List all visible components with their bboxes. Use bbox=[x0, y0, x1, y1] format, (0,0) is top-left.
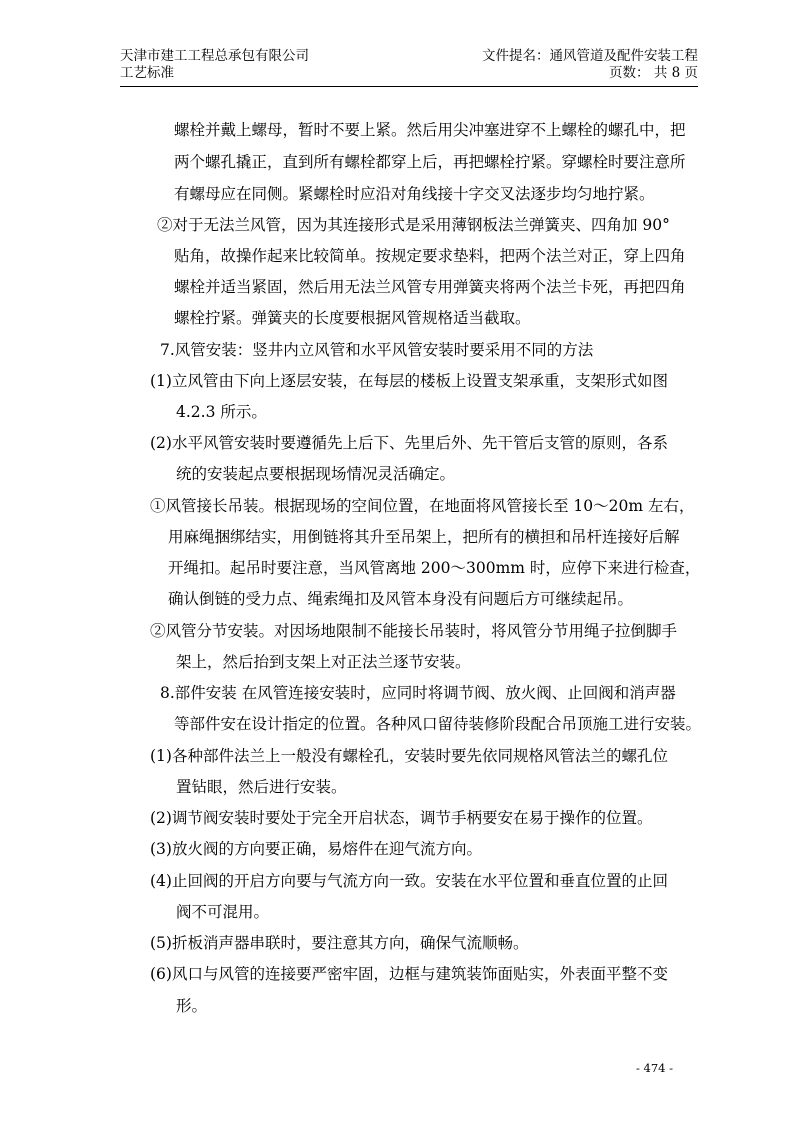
text-line: 开绳扣。起吊时要注意，当风管离地 200～300mm 时，应停下来进行检查， bbox=[168, 559, 701, 577]
text-line: 螺栓并戴上螺母，暂时不要上紧。然后用尖冲塞进穿不上螺栓的螺孔中，把 bbox=[174, 121, 686, 139]
text-line: 形。 bbox=[176, 997, 208, 1015]
text-line: 贴角，故操作起来比较简单。按规定要求垫料，把两个法兰对正，穿上四角 bbox=[174, 247, 686, 265]
section-heading-8: 8.部件安装 在风管连接安装时，应同时将调节阀、放火阀、止回阀和消声器 bbox=[160, 684, 676, 702]
text-line: ①风管接长吊装。根据现场的空间位置，在地面将风管接长至 10～20m 左右， bbox=[150, 497, 695, 515]
section-heading-7: 7.风管安装：竖井内立风管和水平风管安装时要采用不同的方法 bbox=[160, 341, 594, 359]
text-line: (3)放火阀的方向要正确，易熔件在迎气流方向。 bbox=[150, 840, 482, 858]
text-line: (1)立风管由下向上逐层安装，在每层的楼板上设置支架承重，支架形式如图 bbox=[150, 372, 668, 390]
text-line: (4)止回阀的开启方向要与气流方向一致。安装在水平位置和垂直位置的止回 bbox=[150, 872, 668, 890]
text-line: 统的安装起点要根据现场情况灵活确定。 bbox=[176, 465, 456, 483]
text-line: 置钻眼，然后进行安装。 bbox=[176, 778, 347, 796]
text-line: 有螺母应在同侧。紧螺栓时应沿对角线接十字交叉法逐步均匀地拧紧。 bbox=[174, 185, 655, 203]
text-line: 螺栓并适当紧固，然后用无法兰风管专用弹簧夹将两个法兰卡死，再把四角 bbox=[174, 278, 686, 296]
text-line: 架上，然后抬到支架上对正法兰逐节安装。 bbox=[176, 653, 471, 671]
text-line: (1)各种部件法兰上一般没有螺栓孔，安装时要先依同规格风管法兰的螺孔位 bbox=[150, 747, 668, 765]
document-category: 工艺标准 bbox=[120, 65, 174, 81]
text-line: 等部件安在设计指定的位置。各种风口留待装修阶段配合吊顶施工进行安装。 bbox=[174, 715, 702, 733]
text-line: (2)水平风管安装时要遵循先上后下、先里后外、先干管后支管的原则，各系 bbox=[150, 434, 668, 452]
text-line: 两个螺孔撬正，直到所有螺栓都穿上后，再把螺栓拧紧。穿螺栓时要注意所 bbox=[174, 153, 686, 171]
text-line: (6)风口与风管的连接要严密牢固，边框与建筑装饰面贴实，外表面平整不变 bbox=[150, 965, 668, 983]
text-line: (2)调节阀安装时要处于完全开启状态，调节手柄要安在易于操作的位置。 bbox=[150, 809, 653, 827]
text-line: (5)折板消声器串联时，要注意其方向，确保气流顺畅。 bbox=[150, 934, 529, 952]
page-number: - 474 - bbox=[636, 1061, 674, 1075]
text-line: ②对于无法兰风管，因为其连接形式是采用薄钢板法兰弹簧夹、四角加 90° bbox=[157, 216, 670, 234]
page-count: 页数： 共 8 页 bbox=[609, 65, 698, 81]
text-line: 螺栓拧紧。弹簧夹的长度要根据风管规格适当截取。 bbox=[174, 309, 531, 327]
document-title: 文件提名：通风管道及配件安装工程 bbox=[482, 48, 698, 64]
company-name: 天津市建工工程总承包有限公司 bbox=[120, 48, 309, 64]
text-line: 确认倒链的受力点、绳索绳扣及风管本身没有问题后方可继续起吊。 bbox=[168, 590, 634, 608]
text-line: 4.2.3 所示。 bbox=[176, 403, 267, 421]
text-line: 用麻绳捆绑结实，用倒链将其升至吊架上，把所有的横担和吊杆连接好后解 bbox=[168, 528, 680, 546]
text-line: 阀不可混用。 bbox=[176, 903, 270, 921]
text-line: ②风管分节安装。对因场地限制不能接长吊装时，将风管分节用绳子拉倒脚手 bbox=[150, 622, 678, 640]
